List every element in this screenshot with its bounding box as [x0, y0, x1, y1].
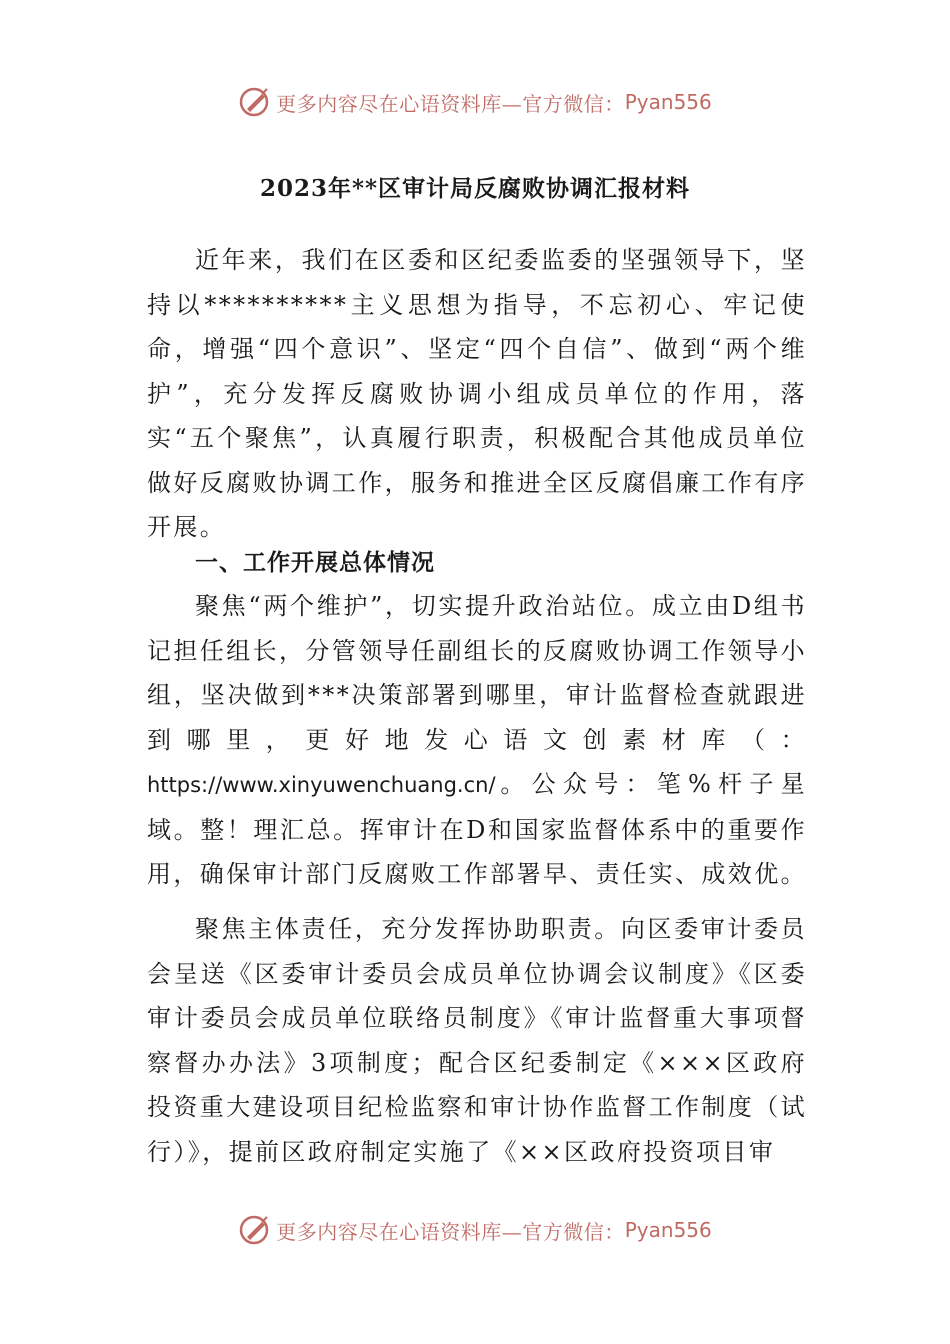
paragraph-3: 聚焦主体责任，充分发挥协助职责。向区委审计委员会呈送《区委审计委员会成员单位协调会议制度》《区委审计委员会成员单位联络员制度》《审计监督重大事项督察督办办法》3项制度；配合区纪委制定《×××区政府投资重大建设项目纪检监察和审计协作监督工作制度（试行）》，提前区政府制定实施了《××区政府投资项目审	[147, 915, 807, 1166]
pen-logo-icon	[238, 1213, 272, 1247]
pen-logo-icon	[238, 85, 272, 119]
paragraph-2-part-a: 聚焦“两个维护”，切实提升政治站位。成立由D组书记担任组长，分管领导任副组长的反腐败协调工作领导小组，坚决做到***决策部署到哪里，审计监督检查就跟进到哪里，更好地发心语文创素材库（：	[147, 592, 807, 754]
source-url: https://www.xinyuwenchuang.cn/	[147, 773, 496, 797]
watermark-wechat: Pyan556	[624, 1218, 712, 1242]
watermark-banner-top	[0, 82, 950, 122]
watermark-text: 更多内容尽在心语资料库—官方微信：	[276, 91, 625, 116]
watermark-banner-bottom	[0, 1210, 950, 1250]
paragraph-2	[147, 584, 807, 897]
intro-paragraph: 近年来，我们在区委和区纪委监委的坚强领导下，坚持以**********主义思想为指导，不忘初心、牢记使命，增强“四个意识”、坚定“四个自信”、做到“两个维护”，充分发挥反腐败协调小组成员单位的作用，落实“五个聚焦”，认真履行职责，积极配合其他成员单位做好反腐败协调工作，服务和推进全区反腐倡廉工作有序开展。	[147, 246, 807, 541]
document-title: 2023年**区审计局反腐败协调汇报材料	[259, 175, 691, 202]
watermark-text: 更多内容尽在心语资料库—官方微信：	[276, 1219, 625, 1244]
paragraph-2-part-b: 。公众号：笔%杆子星域。整！理汇总。挥审计在D和国家监督体系中的重要作用，确保审计部门反腐败工作部署早、责任实、成效优。	[147, 770, 807, 888]
intro-paragraph-block	[147, 238, 807, 550]
paragraph-2-block	[147, 584, 807, 897]
paragraph-3-block	[147, 907, 807, 1174]
section-heading: 一、工作开展总体情况	[195, 549, 435, 576]
watermark-wechat: Pyan556	[624, 90, 712, 114]
